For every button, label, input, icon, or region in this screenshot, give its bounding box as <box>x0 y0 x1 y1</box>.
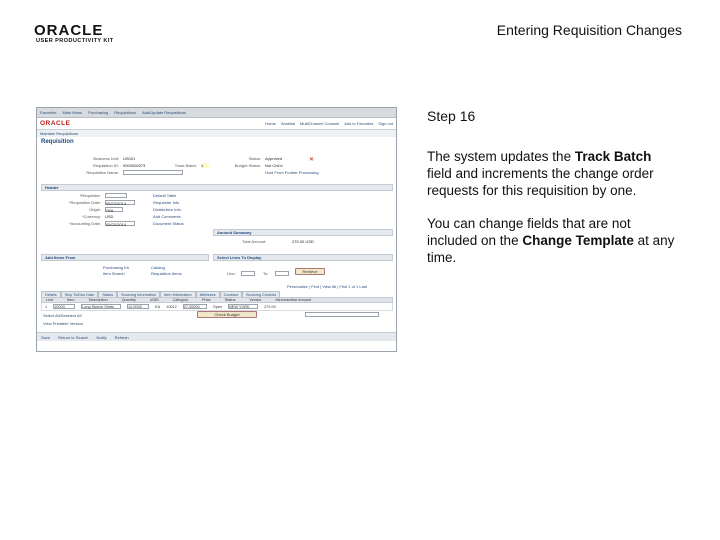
cell-description: Long Sleeve Shirts <box>81 304 121 309</box>
menu-add-update: Add/Update Requisitions <box>142 110 187 115</box>
footer-refresh: Refresh <box>114 334 129 340</box>
cell-item: 10003 <box>53 304 75 309</box>
requisition-name-input <box>123 170 183 175</box>
footer-notify: Notify <box>96 334 107 340</box>
logo-wordmark: ORACLE <box>34 22 104 39</box>
track-batch-label: Track Batch: <box>174 163 197 168</box>
accounting-date-label: *Accounting Date: <box>68 221 101 226</box>
currency-label: *Currency: <box>82 214 101 219</box>
origin-label: Origin: <box>89 207 101 212</box>
col-vendor: Vendor <box>249 298 262 302</box>
desc-text-2: field and increments the change order requests for this requisition by one. <box>427 166 654 198</box>
add-comments-link: Add Comments <box>153 214 181 219</box>
document-status-link: Document Status <box>153 221 184 226</box>
col-category: Category <box>172 298 188 302</box>
menu-main: Main Menu <box>62 110 83 115</box>
select-lines-title: Select Lines To Display <box>217 255 262 260</box>
desc-text-1: The system updates the <box>427 149 575 164</box>
toplink-signout: Sign out <box>378 121 393 126</box>
screenshot-brand: ORACLE <box>40 120 71 127</box>
requester-input <box>105 193 127 198</box>
col-status: Status <box>224 298 236 302</box>
catalog-link: Catalog <box>151 265 165 270</box>
col-uom: UOM <box>149 298 159 302</box>
note-text-1: You can change fields that are not included on the <box>427 216 631 248</box>
header-fields <box>41 193 231 237</box>
retrieve-button <box>295 268 325 275</box>
line-action-select <box>305 312 379 317</box>
requisition-id-value: 0000000073 <box>123 163 146 168</box>
select-all-link: Select All/Deselect All <box>43 313 82 318</box>
total-amount-value: 270.00 USD <box>292 239 314 244</box>
step-description <box>427 148 677 199</box>
default-table-link: Default Table <box>153 193 177 198</box>
header-section-title: Header <box>45 185 59 190</box>
track-batch-value: 1 <box>201 163 209 168</box>
line-to-input <box>275 271 289 276</box>
business-unit-label: Business Unit: <box>93 156 119 161</box>
to-label: To: <box>263 271 269 276</box>
purchasing-kit-link: Purchasing Kit <box>103 265 129 270</box>
col-quantity: Quantity <box>121 298 136 302</box>
application-screenshot <box>36 107 397 352</box>
tab-attributes: Attributes <box>196 291 220 297</box>
desc-field-name: Track Batch <box>574 149 652 164</box>
document-title: Entering Requisition Changes <box>496 22 682 38</box>
col-line: Line <box>46 298 54 302</box>
tab-item-info: Item Information <box>160 291 195 297</box>
cell-merch-amount: 270.00 <box>264 304 276 309</box>
screenshot-menubar <box>37 108 396 118</box>
screenshot-page-title: Requisition <box>41 139 74 145</box>
col-merch-amount: Merchandise Amount <box>275 298 312 302</box>
screenshot-toplinks <box>265 121 393 126</box>
col-description: Description <box>88 298 108 302</box>
grid-navigation: Personalize | Find | View All | First 1 of 1 Last <box>287 284 367 289</box>
total-amount-label: Total Amount: <box>242 239 267 244</box>
add-items-title: Add Items From <box>45 255 76 260</box>
toplink-favorites: Add to Favorites <box>344 121 374 126</box>
status-label: Status: <box>248 156 261 161</box>
requester-label: *Requester: <box>79 193 101 198</box>
screenshot-footer-toolbar <box>37 332 396 341</box>
note-template-name: Change Template <box>522 233 634 248</box>
tab-sourcing-info: Sourcing Information <box>117 291 160 297</box>
table-row <box>41 303 393 311</box>
header-section-bar <box>41 184 393 191</box>
footer-return-search: Return to Search <box>58 334 89 340</box>
requisition-items-link: Requisition Items <box>151 271 182 276</box>
requisition-name-label: Requisition Name: <box>86 170 119 175</box>
logo-subtitle: USER PRODUCTIVITY KIT <box>36 38 114 44</box>
tab-ship-to: Ship To/Due Date <box>61 291 99 297</box>
toplink-console: MultiChannel Console <box>300 121 340 126</box>
toplink-home: Home <box>265 121 276 126</box>
line-from-input <box>241 271 255 276</box>
tab-contract: Contract <box>220 291 242 297</box>
distribution-info-link: Distribution Info <box>153 207 181 212</box>
step-number: Step 16 <box>427 108 476 124</box>
cell-line: 1 <box>45 304 48 309</box>
business-unit-value: US001 <box>123 156 136 161</box>
cell-uom: EA <box>155 304 161 309</box>
amount-summary-title: Amount Summary <box>217 230 252 235</box>
origin-input: ONL <box>105 207 123 212</box>
retrieve-label: Retrieve <box>302 269 318 274</box>
hold-checkbox-label: Hold From Further Processing <box>265 170 319 175</box>
amount-summary-bar <box>213 229 393 236</box>
budget-status-label: Budget Status: <box>234 163 261 168</box>
screenshot-breadcrumb: Maintain Requisitions <box>37 130 396 137</box>
line-label: Line: <box>227 271 236 276</box>
menu-favorites: Favorites <box>40 110 57 115</box>
menu-purchasing: Purchasing <box>88 110 109 115</box>
col-price: Price <box>202 298 211 302</box>
budget-status-value: Not Chk'd <box>265 163 283 168</box>
screenshot-top-fields <box>41 156 391 182</box>
cell-vendor: NEW YORK <box>228 304 258 309</box>
view-printable-link: View Printable Version <box>43 321 83 326</box>
add-items-bar <box>41 254 209 261</box>
note-text-2: at any time. <box>427 233 675 265</box>
item-search-link: Item Search <box>103 271 125 276</box>
toplink-worklist: Worklist <box>280 121 296 126</box>
check-budget-button <box>197 311 257 318</box>
requisition-date-input: 05/22/2014 <box>105 200 135 205</box>
requisition-date-label: *Requisition Date: <box>68 200 101 205</box>
menu-requisitions: Requisitions <box>114 110 137 115</box>
cell-status: Open <box>212 304 223 309</box>
requester-info-link: Requester Info <box>153 200 180 205</box>
tab-status: Status <box>98 291 117 297</box>
approval-icon: ✕ <box>309 157 315 163</box>
col-item: Item <box>67 298 75 302</box>
cell-quantity: 10.0000 <box>127 304 149 309</box>
requisition-id-label: Requisition ID: <box>92 163 119 168</box>
footer-save: Save <box>41 334 51 340</box>
step-note <box>427 215 677 266</box>
status-value: Approved <box>265 156 283 161</box>
cell-category: 10012 <box>166 304 177 309</box>
check-budget-label: Check Budget <box>214 312 240 317</box>
accounting-date-input: 05/22/2014 <box>105 221 135 226</box>
currency-value: USD <box>105 214 114 219</box>
tab-details: Details <box>41 291 61 297</box>
tab-sourcing-controls: Sourcing Controls <box>242 291 280 297</box>
screenshot-brandbar <box>37 118 396 130</box>
oracle-upk-logo <box>34 22 124 48</box>
select-lines-bar <box>213 254 393 261</box>
cell-price: 27.00000 <box>183 304 207 309</box>
